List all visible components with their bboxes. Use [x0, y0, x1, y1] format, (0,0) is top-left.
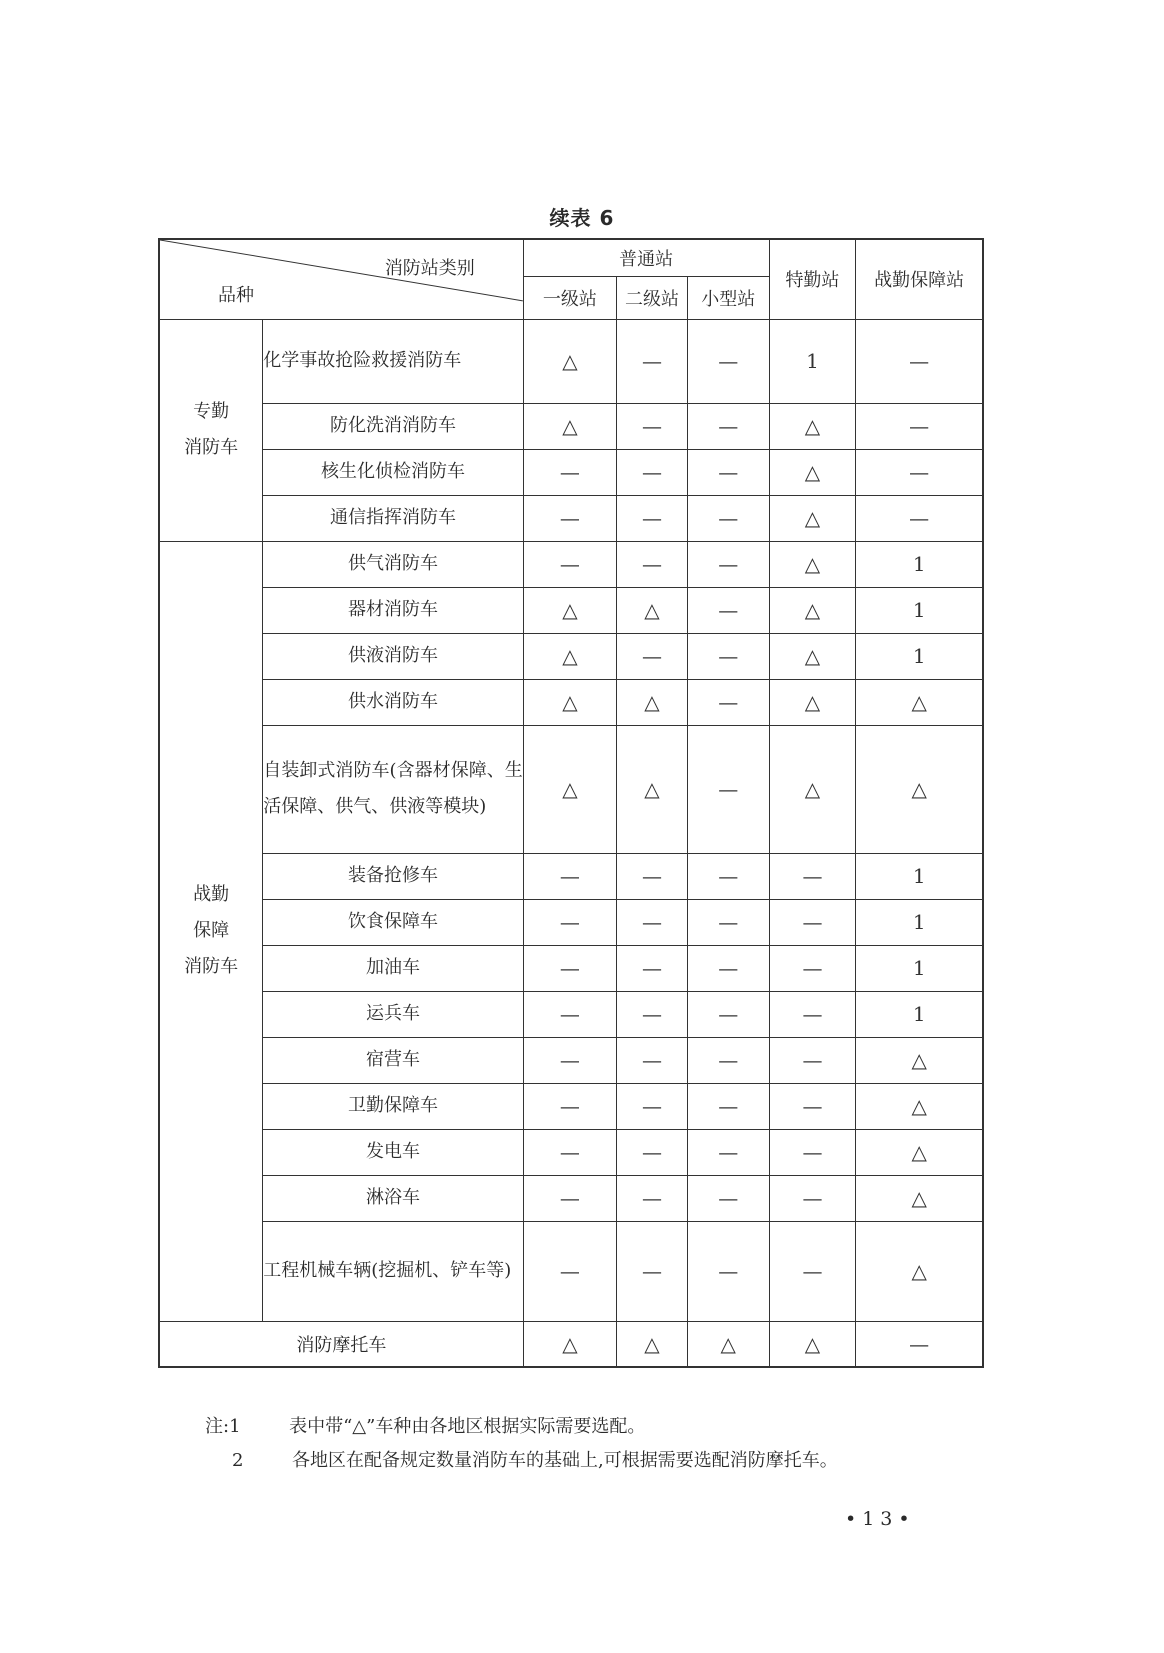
table-cell: [687, 1221, 769, 1321]
cell-value: —: [641, 552, 662, 576]
cell-value: —: [718, 644, 739, 668]
cell-value: —: [802, 956, 823, 980]
table-cell: [687, 541, 769, 587]
support-station-header: 战勤保障站: [856, 239, 983, 319]
table-row: [159, 633, 983, 679]
cell-value: 1: [912, 552, 926, 576]
category-label-line: 专勤: [193, 401, 230, 422]
cell-value: △: [804, 598, 821, 622]
table-cell: [523, 679, 616, 725]
table-cell: [523, 725, 616, 853]
table-cell: [687, 633, 769, 679]
cell-value: △: [911, 777, 927, 801]
category-label-line: 消防车: [184, 956, 239, 977]
table-cell: [687, 1175, 769, 1221]
cell-value: —: [802, 910, 823, 934]
table-cell: [687, 725, 769, 853]
table-cell: [523, 633, 616, 679]
table-cell: [523, 495, 616, 541]
vehicle-name-cell: 淋浴车: [263, 1175, 524, 1221]
table-cell: [617, 945, 688, 991]
cell-value: —: [641, 910, 662, 934]
table-cell: [523, 449, 616, 495]
vehicle-name-cell: 供水消防车: [263, 679, 524, 725]
table-row: [159, 495, 983, 541]
cell-value: △: [804, 690, 821, 714]
category-label-line: 战勤: [193, 884, 230, 905]
table-cell: [617, 1175, 688, 1221]
table-cell: [769, 587, 856, 633]
station-category-label: 消防站类别: [384, 258, 475, 279]
table-cell: [856, 899, 983, 945]
table-cell: [523, 1321, 616, 1367]
cell-value: —: [909, 506, 930, 530]
table-row: [159, 403, 983, 449]
cell-value: △: [644, 690, 660, 714]
table-cell: [769, 1037, 856, 1083]
cell-value: —: [802, 1186, 823, 1210]
cell-value: —: [641, 1048, 662, 1072]
category-cell: [159, 319, 263, 541]
cell-value: —: [718, 777, 739, 801]
table-cell: [523, 1129, 616, 1175]
table-row: [159, 1129, 983, 1175]
table-cell: [687, 587, 769, 633]
table-cell: [856, 541, 983, 587]
cell-value: 1: [912, 644, 926, 668]
cell-value: —: [641, 1140, 662, 1164]
cell-value: —: [641, 1094, 662, 1118]
table-cell: [856, 495, 983, 541]
cell-value: —: [718, 506, 739, 530]
note-1: [205, 1410, 838, 1444]
table-cell: [617, 1321, 688, 1367]
table-cell: [523, 587, 616, 633]
table-cell: [687, 449, 769, 495]
cell-value: 1: [912, 864, 926, 888]
table-cell: [769, 1221, 856, 1321]
cell-value: —: [718, 1140, 739, 1164]
cell-value: —: [641, 460, 662, 484]
table-cell: [856, 587, 983, 633]
table-cell: [769, 541, 856, 587]
table-cell: [856, 991, 983, 1037]
table-row: [159, 319, 983, 403]
vehicle-name-cell: 供液消防车: [263, 633, 524, 679]
cell-value: —: [718, 1186, 739, 1210]
table-cell: [617, 403, 688, 449]
cell-value: —: [718, 1259, 739, 1283]
table-cell: [617, 1083, 688, 1129]
vehicle-name-cell: 饮食保障车: [263, 899, 524, 945]
table-cell: [523, 319, 616, 403]
cell-value: △: [911, 1259, 927, 1283]
table-cell: [617, 853, 688, 899]
table-cell: [856, 1321, 983, 1367]
table-cell: [769, 633, 856, 679]
table-cell: [617, 541, 688, 587]
table-cell: [769, 1321, 856, 1367]
vehicle-name-cell: 卫勤保障车: [263, 1083, 524, 1129]
vehicle-name-cell: 通信指挥消防车: [263, 495, 524, 541]
table-cell: [856, 1037, 983, 1083]
cell-value: —: [802, 1259, 823, 1283]
table-row: [159, 1221, 983, 1321]
cell-value: —: [559, 552, 580, 576]
table-cell: [769, 1083, 856, 1129]
cell-value: —: [559, 1186, 580, 1210]
table-cell: [617, 899, 688, 945]
table-cell: [617, 991, 688, 1037]
cell-value: —: [718, 552, 739, 576]
note-1-text: 表中带“△”车种由各地区根据实际需要选配。: [289, 1416, 646, 1437]
cell-value: △: [644, 598, 660, 622]
table-cell: [856, 403, 983, 449]
table-cell: [769, 449, 856, 495]
cell-value: —: [641, 506, 662, 530]
vehicle-name-cell: 核生化侦检消防车: [263, 449, 524, 495]
cell-value: —: [909, 349, 930, 373]
cell-value: —: [559, 1094, 580, 1118]
note-1-number: 1: [229, 1416, 241, 1437]
cell-value: △: [562, 690, 578, 714]
cell-value: △: [911, 690, 927, 714]
vehicle-type-label: 品种: [218, 284, 254, 306]
cell-value: —: [909, 414, 930, 438]
table-cell: [769, 679, 856, 725]
table-cell: [617, 1129, 688, 1175]
cell-value: 1: [806, 349, 819, 373]
vehicle-name-cell: 器材消防车: [263, 587, 524, 633]
page-number: [845, 1508, 916, 1530]
table-row: [159, 1175, 983, 1221]
table-cell: [856, 1221, 983, 1321]
cell-value: —: [909, 460, 930, 484]
cell-value: △: [804, 506, 821, 530]
cell-value: 1: [912, 956, 926, 980]
table-cell: [617, 319, 688, 403]
cell-value: —: [641, 1002, 662, 1026]
table-cell: [523, 853, 616, 899]
cell-value: —: [718, 598, 739, 622]
table-cell: [769, 899, 856, 945]
category-cell: [159, 541, 263, 1321]
table-cell: [523, 1083, 616, 1129]
table-cell: [687, 899, 769, 945]
cell-value: —: [718, 910, 739, 934]
table-cell: [523, 1175, 616, 1221]
cell-value: —: [718, 1002, 739, 1026]
cell-value: △: [911, 1140, 927, 1164]
cell-value: —: [641, 414, 662, 438]
table-cell: [523, 945, 616, 991]
table-row: [159, 679, 983, 725]
fire-vehicle-table: [158, 238, 984, 1368]
vehicle-name-cell: 防化洗消消防车: [263, 403, 524, 449]
cell-value: —: [559, 460, 580, 484]
cell-value: —: [718, 1094, 739, 1118]
vehicle-name-cell: 消防摩托车: [159, 1321, 523, 1367]
table-cell: [687, 1083, 769, 1129]
cell-value: —: [559, 956, 580, 980]
table-row: [159, 899, 983, 945]
table-row: [159, 1083, 983, 1129]
table-cell: [769, 1129, 856, 1175]
cell-value: —: [559, 1002, 580, 1026]
page-dot-right: •: [898, 1508, 916, 1530]
page-dot-left: •: [845, 1508, 863, 1530]
table-cell: [769, 495, 856, 541]
cell-value: △: [562, 414, 578, 438]
vehicle-name-cell: 装备抢修车: [263, 853, 524, 899]
cell-value: —: [641, 956, 662, 980]
table-notes: [205, 1410, 838, 1478]
vehicle-name-cell: 运兵车: [263, 991, 524, 1037]
cell-value: 1: [912, 598, 926, 622]
cell-value: —: [718, 864, 739, 888]
note-2-text: 各地区在配备规定数量消防车的基础上,可根据需要选配消防摩托车。: [292, 1450, 838, 1471]
small-station-header: 小型站: [687, 276, 769, 319]
level1-station-header: 一级站: [523, 276, 616, 319]
table-cell: [523, 991, 616, 1037]
cell-value: —: [559, 506, 580, 530]
table-cell: [856, 853, 983, 899]
cell-value: —: [909, 1331, 930, 1356]
table-cell: [856, 1083, 983, 1129]
cell-value: —: [802, 1094, 823, 1118]
table-row: [159, 587, 983, 633]
vehicle-name-cell: 发电车: [263, 1129, 524, 1175]
cell-value: △: [562, 349, 578, 373]
cell-value: △: [562, 1331, 578, 1356]
note-prefix: 注:: [205, 1416, 230, 1437]
table-row: [159, 945, 983, 991]
table-row: [159, 991, 983, 1037]
table-cell: [856, 449, 983, 495]
vehicle-name-cell: 加油车: [263, 945, 524, 991]
cell-value: △: [911, 1094, 927, 1118]
table-cell: [523, 899, 616, 945]
table-cell: [769, 853, 856, 899]
category-label-line: 保障: [193, 920, 230, 941]
category-label-line: 消防车: [184, 437, 239, 458]
cell-value: —: [559, 1259, 580, 1283]
cell-value: 1: [912, 910, 926, 934]
cell-value: —: [559, 1140, 580, 1164]
cell-value: △: [911, 1186, 927, 1210]
table-cell: [769, 403, 856, 449]
cell-value: —: [641, 1259, 662, 1283]
table-cell: [769, 319, 856, 403]
table-row: [159, 725, 983, 853]
cell-value: △: [562, 644, 578, 668]
table-cell: [856, 1175, 983, 1221]
note-2: [205, 1444, 838, 1478]
cell-value: —: [718, 414, 739, 438]
cell-value: —: [641, 644, 662, 668]
table-cell: [523, 1221, 616, 1321]
diagonal-header-cell: [159, 239, 523, 319]
table-title: 续表 6: [549, 206, 615, 230]
cell-value: △: [804, 1331, 821, 1356]
table-cell: [856, 679, 983, 725]
cell-value: —: [802, 1002, 823, 1026]
vehicle-name-cell: 宿营车: [263, 1037, 524, 1083]
cell-value: △: [720, 1331, 736, 1356]
cell-value: —: [718, 460, 739, 484]
cell-value: △: [804, 552, 821, 576]
cell-value: —: [718, 349, 739, 373]
table-cell: [687, 403, 769, 449]
table-cell: [769, 1175, 856, 1221]
cell-value: —: [802, 1140, 823, 1164]
note-2-number: 2: [232, 1450, 244, 1471]
cell-value: —: [718, 690, 739, 714]
table-cell: [856, 725, 983, 853]
table-cell: [523, 403, 616, 449]
cell-value: 1: [912, 1002, 926, 1026]
cell-value: △: [804, 777, 821, 801]
table-cell: [617, 633, 688, 679]
table-cell: [617, 495, 688, 541]
table-cell: [856, 319, 983, 403]
cell-value: △: [911, 1048, 927, 1072]
table-cell: [856, 945, 983, 991]
cell-value: —: [802, 864, 823, 888]
table-cell: [687, 991, 769, 1037]
cell-value: —: [718, 956, 739, 980]
table-row: [159, 541, 983, 587]
table-cell: [687, 495, 769, 541]
table-cell: [687, 319, 769, 403]
table-cell: [617, 587, 688, 633]
table-row: [159, 449, 983, 495]
vehicle-name-cell: 工程机械车辆(挖掘机、铲车等): [263, 1221, 524, 1321]
ordinary-station-header: 普通站: [523, 239, 769, 276]
table-cell: [617, 725, 688, 853]
cell-value: —: [802, 1048, 823, 1072]
table-cell: [856, 1129, 983, 1175]
table-cell: [617, 1221, 688, 1321]
table-cell: [769, 991, 856, 1037]
cell-value: —: [641, 864, 662, 888]
table-cell: [769, 945, 856, 991]
table-cell: [687, 1037, 769, 1083]
cell-value: —: [559, 864, 580, 888]
level2-station-header: 二级站: [617, 276, 688, 319]
vehicle-name-cell: 供气消防车: [263, 541, 524, 587]
table-cell: [523, 1037, 616, 1083]
table-cell: [617, 679, 688, 725]
table-cell: [769, 725, 856, 853]
table-cell: [856, 633, 983, 679]
table-cell: [617, 449, 688, 495]
cell-value: △: [804, 414, 821, 438]
cell-value: △: [804, 460, 821, 484]
table-cell: [687, 679, 769, 725]
table-cell: [687, 1129, 769, 1175]
cell-value: —: [559, 910, 580, 934]
table-row: [159, 853, 983, 899]
cell-value: —: [718, 1048, 739, 1072]
table-row: [159, 1037, 983, 1083]
cell-value: △: [644, 1331, 660, 1356]
cell-value: △: [562, 777, 578, 801]
cell-value: △: [804, 644, 821, 668]
table-cell: [523, 541, 616, 587]
cell-value: △: [644, 777, 660, 801]
special-station-header: 特勤站: [769, 239, 856, 319]
vehicle-name-cell: 自装卸式消防车(含器材保障、生活保障、供气、供液等模块): [263, 725, 524, 853]
vehicle-name-cell: 化学事故抢险救援消防车: [263, 319, 524, 403]
table-row-motorcycle: [159, 1321, 983, 1367]
table-cell: [687, 853, 769, 899]
cell-value: —: [559, 1048, 580, 1072]
page-number-value: 13: [862, 1508, 899, 1530]
table-cell: [687, 1321, 769, 1367]
cell-value: —: [641, 349, 662, 373]
table-cell: [617, 1037, 688, 1083]
cell-value: △: [562, 598, 578, 622]
table-cell: [687, 945, 769, 991]
cell-value: —: [641, 1186, 662, 1210]
